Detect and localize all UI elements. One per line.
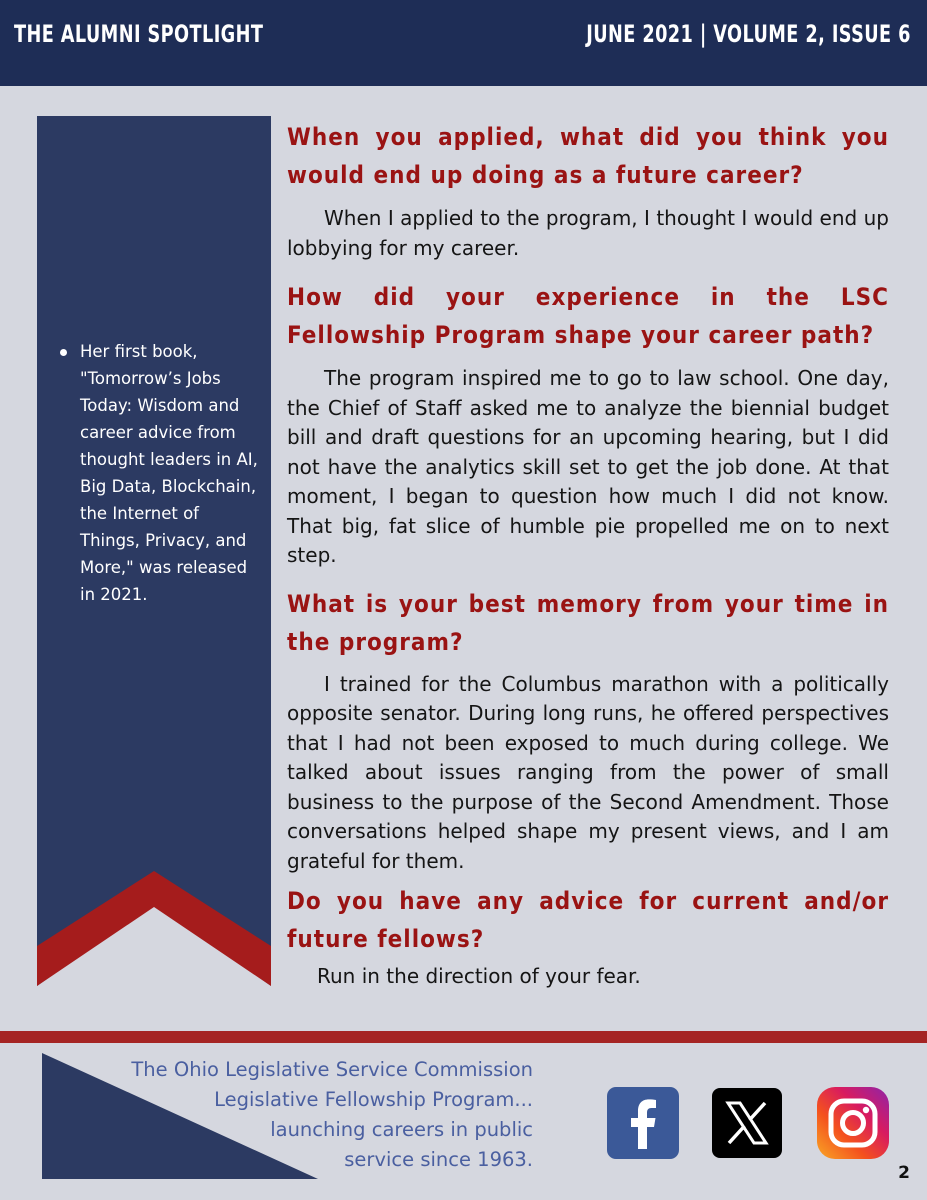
instagram-icon[interactable]	[817, 1087, 889, 1159]
sidebar-fact-text: Her first book, "Tomorrow’s Jobs Today: Wisdom and career advice from thought leaders in AI, Big Data, Blockchain, the Internet of Things, Privacy, and More," was released in 2021.	[80, 342, 258, 604]
answer-text: Run in the direction of your fear.	[317, 964, 641, 988]
interview-content	[287, 118, 889, 992]
x-icon[interactable]	[712, 1088, 782, 1158]
facebook-icon[interactable]	[607, 1087, 679, 1159]
header-bar	[0, 0, 927, 86]
question-heading: When you applied, what did you think you would end up doing as a future career?	[287, 123, 889, 189]
question-heading: Do you have any advice for current and/or future fellows?	[287, 887, 889, 953]
sidebar-facts	[37, 338, 271, 608]
bullet-icon	[60, 349, 67, 356]
tagline-line: service since 1963.	[344, 1148, 533, 1171]
newsletter-title: THE ALUMNI SPOTLIGHT	[14, 20, 264, 48]
footer-tagline	[131, 1055, 533, 1175]
issue-info: JUNE 2021 | VOLUME 2, ISSUE 6	[586, 20, 911, 48]
question-heading: How did your experience in the LSC Fellowship Program shape your career path?	[287, 283, 889, 349]
page-number: 2	[898, 1163, 910, 1183]
tagline-line: launching careers in public	[270, 1118, 533, 1141]
answer-text: The program inspired me to go to law school. One day, the Chief of Staff asked me to analyze the biennial budget bill and draft questions for an upcoming hearing, but I did not have the analytics skill set to get the job done. At that moment, I began to question how much I did not know. That big, fat slice of humble pie propelled me on to next step.	[287, 366, 889, 567]
question-heading: What is your best memory from your time in the program?	[287, 589, 889, 656]
tagline-line: Legislative Fellowship Program...	[214, 1088, 533, 1111]
sidebar-fact-item	[37, 338, 271, 608]
answer-text: When I applied to the program, I thought I would end up lobbying for my career.	[287, 206, 889, 260]
tagline-line: The Ohio Legislative Service Commission	[131, 1058, 533, 1081]
sidebar-ribbon	[37, 116, 271, 986]
footer-divider	[0, 1031, 927, 1043]
answer-text: I trained for the Columbus marathon with a politically opposite senator. During long runs, he offered perspectives that I had not been exposed to much during college. We talked about issues ranging from the power of small business to the purpose of the Second Amendment. Those conversations helped shape my present views, and I am grateful for them.	[287, 671, 889, 873]
